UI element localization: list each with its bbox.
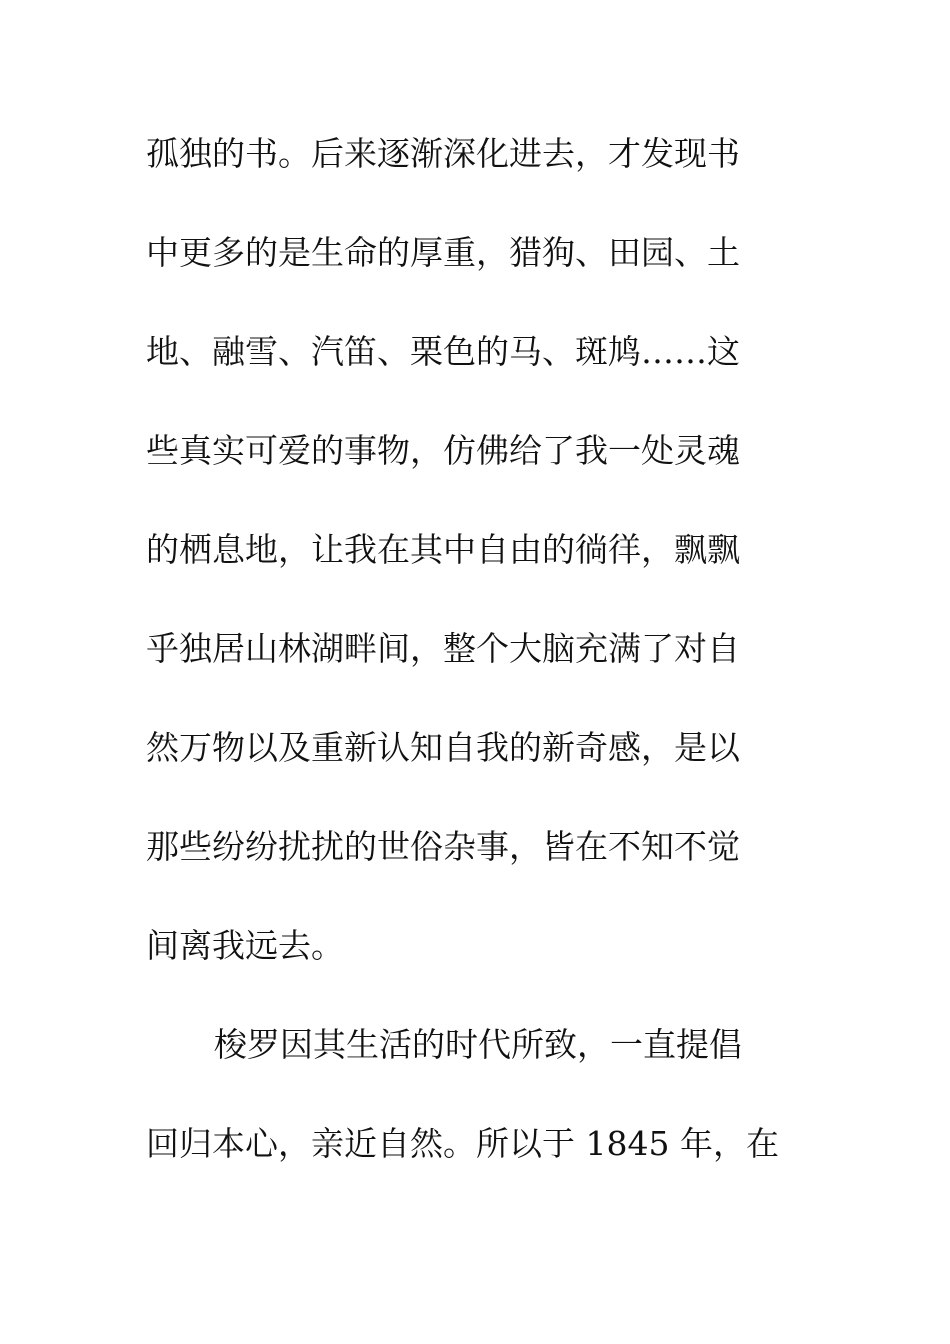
paragraph-2 [146,1015,806,1213]
text-line: 然万物以及重新认知自我的新奇感，是以 [146,728,740,767]
paragraph-1 [146,124,806,1015]
text-line: 地、融雪、汽笛、栗色的马、斑鸠……这 [146,332,740,371]
text-line: 间离我远去。 [146,926,344,965]
text-line: 那些纷纷扰扰的世俗杂事，皆在不知不觉 [146,827,740,866]
body-text [146,124,806,1213]
text-line: 梭罗因其生活的时代所致，一直提倡 [214,1025,742,1064]
text-line: 些真实可爱的事物，仿佛给了我一处灵魂 [146,431,740,470]
text-line: 的栖息地，让我在其中自由的徜徉，飘飘 [146,530,740,569]
text-line: 回归本心，亲近自然。所以于 1845 年，在 [146,1124,779,1163]
text-line: 孤独的书。后来逐渐深化进去，才发现书 [146,134,740,173]
text-line: 中更多的是生命的厚重，猎狗、田园、土 [146,233,740,272]
text-line: 乎独居山林湖畔间，整个大脑充满了对自 [146,629,740,668]
